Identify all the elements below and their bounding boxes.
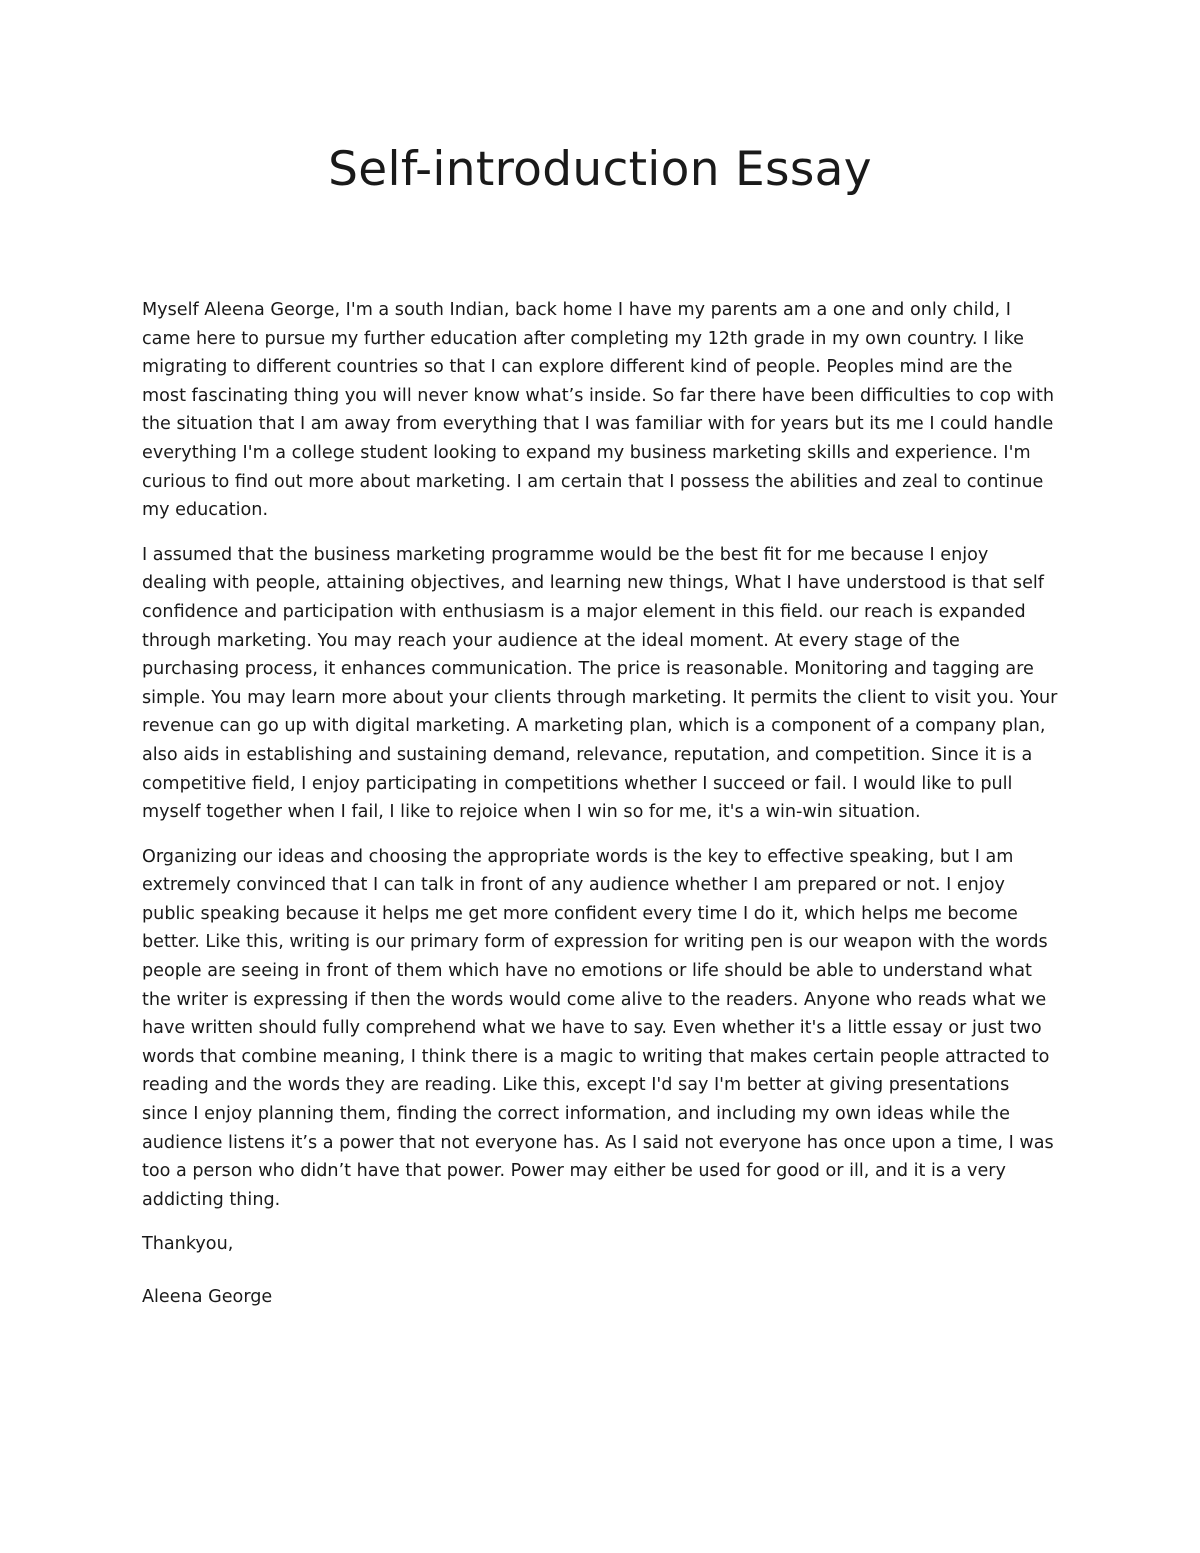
author-signature: Aleena George <box>142 1287 273 1307</box>
essay-body <box>142 296 1058 1336</box>
closing-line: Thankyou, <box>142 1234 234 1255</box>
essay-paragraph-2: I assumed that the business marketing programme would be the best fit for me because I enjoy dealing with people, attaining objectives, and learning new things, What I have understood is that self confidence and participation with enthusiasm is a major element in this field. our reach is expanded through marketing. You may reach your audience at the ideal moment. At every stage of the purchasing process, it enhances communication. The price is reasonable. Monitoring and tagging are simple. You may learn more about your clients through marketing. It permits the client to visit you. Your revenue can go up with digital marketing. A marketing plan, which is a component of a company plan, also aids in establishing and sustaining demand, relevance, reputation, and competition. Since it is a competitive field, I enjoy participating in competitions whether I succeed or fail. I would like to pull myself together when I fail, I like to rejoice when I win so for me, it's a win-win situation. <box>142 544 1058 823</box>
essay-title: Self-introduction Essay <box>328 142 872 197</box>
essay-paragraph-3: Organizing our ideas and choosing the appropriate words is the key to effective speaking, but I am extremely convinced that I can talk in front of any audience whether I am prepared or not. I enjoy public speaking because it helps me get more confident every time I do it, which helps me become better. Like this, writing is our primary form of expression for writing pen is our weapon with the words people are seeing in front of them which have no emotions or life should be able to understand what the writer is expressing if then the words would come alive to the readers. Anyone who reads what we have written should fully comprehend what we have to say. Even whether it's a little essay or just two words that combine meaning, I think there is a magic to writing that makes certain people attracted to reading and the words they are reading. Like this, except I'd say I'm better at giving presentations since I enjoy planning them, finding the correct information, and including my own ideas while the audience listens it’s a power that not everyone has. As I said not everyone has once upon a time, I was too a person who didn’t have that power. Power may either be used for good or ill, and it is a very addicting thing. <box>142 846 1054 1210</box>
essay-paragraph-1: Myself Aleena George, I'm a south Indian, back home I have my parents am a one and only child, I came here to pursue my further education after completing my 12th grade in my own country. I like migrating to different countries so that I can explore different kind of people. Peoples mind are the most fascinating thing you will never know what’s inside. So far there have been difficulties to cop with the situation that I am away from everything that I was familiar with for years but its me I could handle everything I'm a college student looking to expand my business marketing skills and experience. I'm curious to find out more about marketing. I am certain that I possess the abilities and zeal to continue my education. <box>142 300 1054 521</box>
